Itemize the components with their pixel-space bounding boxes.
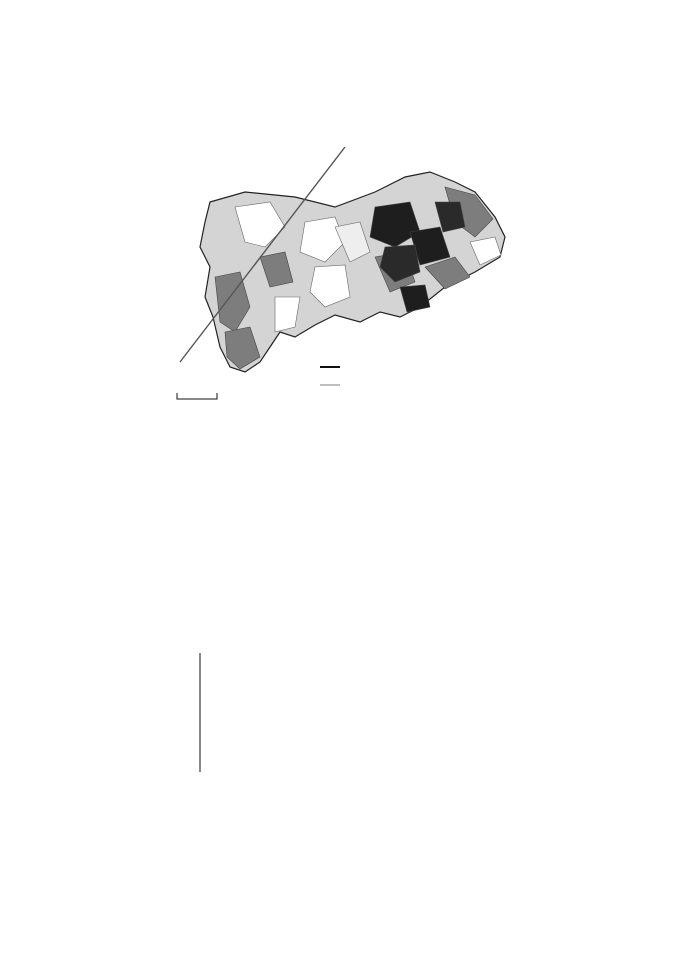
oil-import-bar-chart [130, 650, 550, 795]
map-regions [200, 172, 505, 372]
scale-bar [177, 393, 217, 399]
water-footprint-map [175, 147, 510, 412]
